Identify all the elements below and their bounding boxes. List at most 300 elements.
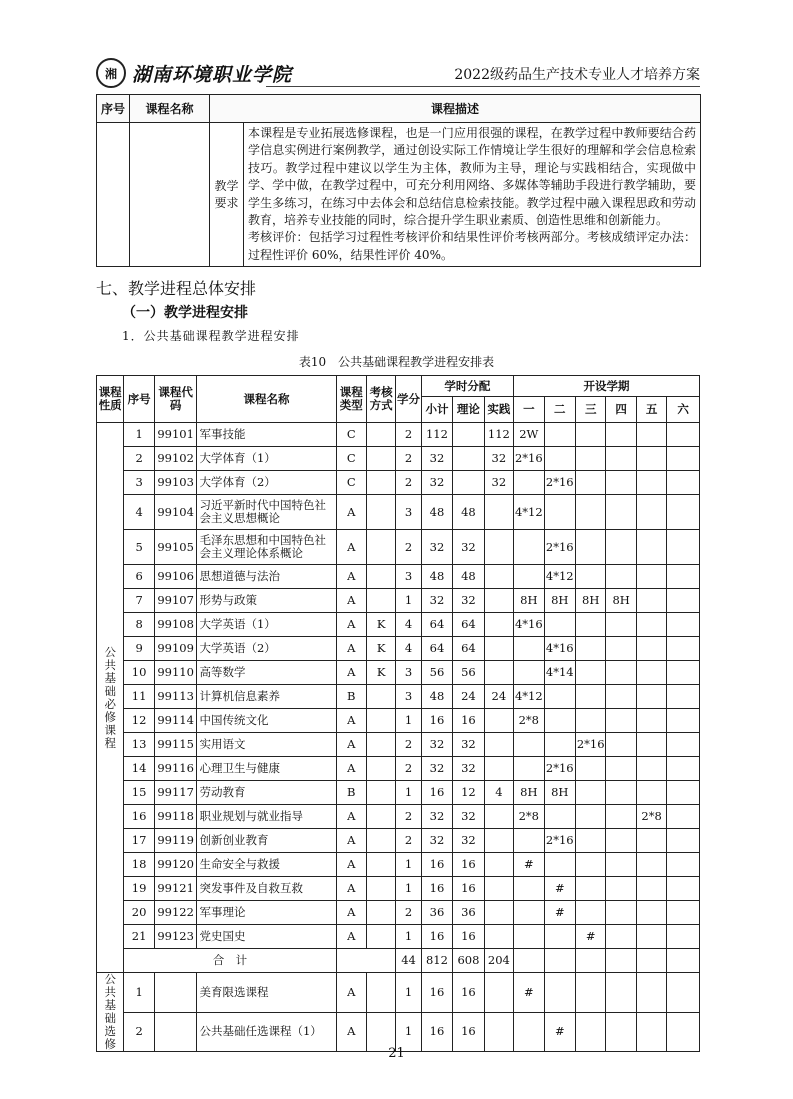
table-row: [97, 781, 700, 805]
col-s1: 一: [514, 397, 544, 423]
cell-theory: 48: [453, 565, 484, 589]
cell-practice: 112: [484, 423, 513, 447]
cell-practice: [484, 733, 513, 757]
cell-semester-5: [636, 613, 666, 637]
cell-exam: [366, 973, 395, 1013]
cell-code: 99123: [154, 925, 197, 949]
cell-credit: 3: [396, 685, 421, 709]
col-exam: 考核方式: [366, 376, 395, 423]
cell-semester-3: [575, 423, 605, 447]
cell-exam: K: [366, 661, 395, 685]
cell-practice: [484, 589, 513, 613]
cell-seq: 15: [124, 781, 154, 805]
cell-type: A: [336, 757, 366, 781]
cell-semester-4: [606, 613, 636, 637]
cell-code: [154, 973, 197, 1013]
cell-name: 实用语文: [197, 733, 336, 757]
cell-semester-1: [514, 877, 544, 901]
cell-total: 16: [421, 709, 452, 733]
cell-credit: 2: [396, 733, 421, 757]
cell-semester-6: [667, 613, 700, 637]
cell-semester-1: 4*16: [514, 613, 544, 637]
cell-seq: 2: [124, 1012, 154, 1052]
cell-code: 99118: [154, 805, 197, 829]
cell-total: 64: [421, 613, 452, 637]
cell-semester-4: [606, 973, 636, 1013]
cell-semester-1: [514, 661, 544, 685]
cell-semester-6: [667, 447, 700, 471]
cell-type: A: [336, 661, 366, 685]
cell-semester-5: [636, 925, 666, 949]
cell-name: 大学体育（2）: [197, 471, 336, 495]
cell-name: 党史国史: [197, 925, 336, 949]
cell-semester-6: [667, 973, 700, 1013]
cell-exam: [366, 709, 395, 733]
page-number: 21: [388, 1046, 405, 1061]
cell-name: 军事技能: [197, 423, 336, 447]
cell-total: 64: [421, 637, 452, 661]
table-row: [97, 901, 700, 925]
cell-semester-6: [667, 530, 700, 565]
cell-semester-5: [636, 661, 666, 685]
cell-semester-1: [514, 637, 544, 661]
cell-semester-1: 4*12: [514, 685, 544, 709]
cell-semester-5: [636, 530, 666, 565]
cell-theory: 56: [453, 661, 484, 685]
cell-semester-5: [636, 709, 666, 733]
schedule-body: [97, 423, 700, 1052]
cell-type: A: [336, 565, 366, 589]
cell-semester-5: [636, 829, 666, 853]
cell-seq: 17: [124, 829, 154, 853]
cell-practice: 32: [484, 447, 513, 471]
cell-semester-1: #: [514, 853, 544, 877]
cell-theory: 36: [453, 901, 484, 925]
school-logo: [96, 58, 296, 88]
cell-practice: [484, 661, 513, 685]
cell-semester-3: 8H: [575, 589, 605, 613]
cell-name: 大学英语（2）: [197, 637, 336, 661]
cell-exam: [366, 685, 395, 709]
cell-practice: 24: [484, 685, 513, 709]
cell-semester-5: [636, 877, 666, 901]
cell-practice: [484, 709, 513, 733]
cell-semester-3: [575, 471, 605, 495]
cell-semester-5: [636, 685, 666, 709]
section-title: 七、教学进程总体安排: [96, 279, 257, 298]
cell-total: 32: [421, 589, 452, 613]
cell-code: 99108: [154, 613, 197, 637]
cell-code: 99117: [154, 781, 197, 805]
cell-semester-1: [514, 733, 544, 757]
cell-theory: [453, 471, 484, 495]
cell-total: 16: [421, 1012, 452, 1052]
cell-code: 99104: [154, 495, 197, 530]
cell-type: A: [336, 709, 366, 733]
cell-type: C: [336, 423, 366, 447]
cell-type: A: [336, 530, 366, 565]
cell-semester-4: [606, 471, 636, 495]
col-name: 课程名称: [197, 376, 336, 423]
table-row: [97, 829, 700, 853]
col-s5: 五: [636, 397, 666, 423]
cell-semester-4: [606, 757, 636, 781]
cell-theory: 16: [453, 709, 484, 733]
cell-semester-4: [606, 805, 636, 829]
cell-credit: 2: [396, 757, 421, 781]
cell-semester-2: [544, 973, 575, 1013]
eval-text: 考核评价：包括学习过程性考核评价和结果性评价考核两部分。考核成绩评定办法：过程性评价 60%，结果性评价 40%。: [248, 230, 697, 262]
cell-total: 56: [421, 661, 452, 685]
cell-exam: K: [366, 637, 395, 661]
cell-semester-4: [606, 877, 636, 901]
cell-semester-2: 4*14: [544, 661, 575, 685]
cell-total: 112: [421, 423, 452, 447]
table-row: [97, 685, 700, 709]
cell-seq: 12: [124, 709, 154, 733]
cell-practice: [484, 829, 513, 853]
cell-seq: 6: [124, 565, 154, 589]
table-row: [97, 589, 700, 613]
table-row: [97, 805, 700, 829]
cell-credit: 2: [396, 447, 421, 471]
table-row: [97, 423, 700, 447]
cell-credit: 1: [396, 589, 421, 613]
cell-practice: [484, 901, 513, 925]
cell-total: 32: [421, 805, 452, 829]
cell-credit: 2: [396, 805, 421, 829]
cell-semester-5: [636, 973, 666, 1013]
cell-practice: [484, 637, 513, 661]
cell-semester-5: [636, 781, 666, 805]
cell-seq: 3: [124, 471, 154, 495]
cell-theory: 16: [453, 973, 484, 1013]
cell-semester-4: [606, 447, 636, 471]
schedule-table: [96, 375, 700, 1052]
col-s3: 三: [575, 397, 605, 423]
cell-total: 32: [421, 530, 452, 565]
cell-semester-4: [606, 709, 636, 733]
table-row: [97, 471, 700, 495]
cell-credit: 2: [396, 901, 421, 925]
cell-exam: [366, 901, 395, 925]
cell-semester-1: [514, 757, 544, 781]
cell-exam: [366, 853, 395, 877]
cell-code: 99101: [154, 423, 197, 447]
cell-semester-3: [575, 637, 605, 661]
cell-theory: 16: [453, 925, 484, 949]
cell-type: C: [336, 447, 366, 471]
col-s2: 二: [544, 397, 575, 423]
col-seq: 序号: [124, 376, 154, 423]
header-divider: [266, 86, 700, 87]
cell-total: 16: [421, 925, 452, 949]
cell-exam: [366, 877, 395, 901]
cell-type: A: [336, 613, 366, 637]
cell-practice: 32: [484, 471, 513, 495]
cell-total: 48: [421, 495, 452, 530]
totals-row: [97, 949, 700, 973]
cell-semester-2: [544, 925, 575, 949]
cell-semester-2: 2*16: [544, 829, 575, 853]
cell-semester-3: [575, 781, 605, 805]
cell-semester-4: [606, 495, 636, 530]
cell-semester-6: [667, 733, 700, 757]
cell-theory: 16: [453, 1012, 484, 1052]
cell-theory: 32: [453, 757, 484, 781]
cell-semester-2: 8H: [544, 781, 575, 805]
cell-semester-6: [667, 829, 700, 853]
cell-semester-4: [606, 853, 636, 877]
cell-name: 创新创业教育: [197, 829, 336, 853]
cell-theory: 32: [453, 589, 484, 613]
cell-semester-3: 2*16: [575, 733, 605, 757]
cell-seq: 1: [124, 423, 154, 447]
cell-type: A: [336, 853, 366, 877]
cell-semester-3: [575, 805, 605, 829]
cell-total: 32: [421, 829, 452, 853]
cell-theory: 16: [453, 853, 484, 877]
cell-semester-4: [606, 565, 636, 589]
cell-semester-4: [606, 829, 636, 853]
cell-name: 毛泽东思想和中国特色社会主义理论体系概论: [197, 530, 336, 565]
cell-semester-3: [575, 829, 605, 853]
cell-semester-2: [544, 447, 575, 471]
cell-semester-2: #: [544, 901, 575, 925]
table-row: [97, 495, 700, 530]
cell-type: B: [336, 781, 366, 805]
table-row: [97, 565, 700, 589]
totals-practice: 204: [484, 949, 513, 973]
cell-name: 思想道德与法治: [197, 565, 336, 589]
cell-semester-5: [636, 589, 666, 613]
cell-practice: [484, 925, 513, 949]
cell-semester-4: [606, 637, 636, 661]
cell-semester-3: [575, 757, 605, 781]
cell-semester-3: [575, 853, 605, 877]
cell-semester-1: 2*8: [514, 709, 544, 733]
cell-semester-2: 2*16: [544, 471, 575, 495]
cell-credit: 1: [396, 853, 421, 877]
col-type: 课程类型: [336, 376, 366, 423]
cell-code: 99102: [154, 447, 197, 471]
cell-semester-3: [575, 901, 605, 925]
cell-code: 99109: [154, 637, 197, 661]
cell-practice: [484, 757, 513, 781]
cell-theory: 24: [453, 685, 484, 709]
table-row: [97, 637, 700, 661]
cell-semester-5: 2*8: [636, 805, 666, 829]
table-row: [97, 757, 700, 781]
cell-semester-2: #: [544, 1012, 575, 1052]
table-row: [97, 877, 700, 901]
table-header-row: [97, 95, 701, 123]
cell-credit: 1: [396, 877, 421, 901]
cell-practice: [484, 805, 513, 829]
cell-name: 高等数学: [197, 661, 336, 685]
cell-semester-3: [575, 447, 605, 471]
cell-total: 16: [421, 877, 452, 901]
cell-credit: 2: [396, 423, 421, 447]
cell-semester-5: [636, 471, 666, 495]
cell-semester-1: 2*16: [514, 447, 544, 471]
cell-semester-2: [544, 495, 575, 530]
cell-total: 32: [421, 471, 452, 495]
cell-seq: 13: [124, 733, 154, 757]
course-description-table: [96, 94, 701, 267]
cell-theory: 64: [453, 637, 484, 661]
cell-theory: [453, 423, 484, 447]
teaching-req-label: 教学要求: [210, 123, 244, 267]
cell-name: 大学体育（1）: [197, 447, 336, 471]
cell-type: A: [336, 973, 366, 1013]
desc-cell: [244, 123, 701, 267]
cell-name: 生命安全与救援: [197, 853, 336, 877]
cell-name: 突发事件及自救互救: [197, 877, 336, 901]
cell-exam: [366, 757, 395, 781]
cell-credit: 2: [396, 829, 421, 853]
cell-semester-3: [575, 973, 605, 1013]
col-s6: 六: [667, 397, 700, 423]
cell-semester-2: 4*12: [544, 565, 575, 589]
cell-semester-6: [667, 805, 700, 829]
logo-text: 湖南环境职业学院: [132, 63, 293, 86]
cell-semester-5: [636, 495, 666, 530]
cell-seq: 11: [124, 685, 154, 709]
cell-seq: 2: [124, 447, 154, 471]
cell-name: 习近平新时代中国特色社会主义思想概论: [197, 495, 336, 530]
cell-semester-2: [544, 423, 575, 447]
cell-exam: [366, 565, 395, 589]
cell-code: 99121: [154, 877, 197, 901]
cell-name: 美育限选课程: [197, 973, 336, 1013]
cell-semester-1: [514, 925, 544, 949]
col-practice: 实践: [484, 397, 513, 423]
cell-semester-1: [514, 471, 544, 495]
cell-theory: 32: [453, 829, 484, 853]
cell-semester-3: [575, 495, 605, 530]
cell-semester-6: [667, 495, 700, 530]
cell-practice: [484, 495, 513, 530]
cell-practice: [484, 877, 513, 901]
cell-code: 99122: [154, 901, 197, 925]
totals-credit: 44: [396, 949, 421, 973]
section-subsubtitle: 1．公共基础课程教学进程安排: [122, 329, 300, 343]
schedule-header-row-1: [97, 376, 700, 397]
cell-total: 32: [421, 447, 452, 471]
cell-semester-3: [575, 530, 605, 565]
cell-code: 99105: [154, 530, 197, 565]
cell-semester-6: [667, 685, 700, 709]
table-row: [97, 661, 700, 685]
cell-semester-1: #: [514, 973, 544, 1013]
cell-semester-6: [667, 877, 700, 901]
cell-credit: 3: [396, 565, 421, 589]
cell-semester-2: [544, 805, 575, 829]
cell-semester-5: [636, 423, 666, 447]
cell-credit: 1: [396, 1012, 421, 1052]
cell-code: 99116: [154, 757, 197, 781]
cell-total: 48: [421, 685, 452, 709]
cell-semester-5: [636, 733, 666, 757]
cell-code: 99106: [154, 565, 197, 589]
table-row: [97, 709, 700, 733]
cell-name: 军事理论: [197, 901, 336, 925]
cell-type: A: [336, 925, 366, 949]
cell-name: 心理卫生与健康: [197, 757, 336, 781]
document-title: 2022级药品生产技术专业人才培养方案: [454, 67, 700, 83]
cell-semester-3: [575, 877, 605, 901]
cell-exam: [366, 423, 395, 447]
cell-type: A: [336, 1012, 366, 1052]
cell-seq: 19: [124, 877, 154, 901]
cell-credit: 4: [396, 613, 421, 637]
cell-type: A: [336, 589, 366, 613]
cell-seq: 9: [124, 637, 154, 661]
cell-total: 16: [421, 973, 452, 1013]
cell-semester-4: [606, 661, 636, 685]
cell-exam: [366, 829, 395, 853]
cell-exam: [366, 447, 395, 471]
cell-semester-1: 4*12: [514, 495, 544, 530]
cell-type: A: [336, 829, 366, 853]
cell-theory: 64: [453, 613, 484, 637]
cell-practice: [484, 973, 513, 1013]
cell-credit: 1: [396, 781, 421, 805]
cell-practice: 4: [484, 781, 513, 805]
cell-total: 16: [421, 781, 452, 805]
cell-exam: [366, 530, 395, 565]
cell-semester-2: 4*16: [544, 637, 575, 661]
cell-semester-1: [514, 901, 544, 925]
cell-practice: [484, 613, 513, 637]
cell-name: 职业规划与就业指导: [197, 805, 336, 829]
cell-seq: 16: [124, 805, 154, 829]
cell-exam: [366, 733, 395, 757]
cell-name: 公共基础任选课程（1）: [197, 1012, 336, 1052]
cell-semester-1: 8H: [514, 589, 544, 613]
table-caption: 表10 公共基础课程教学进程安排表: [298, 355, 495, 369]
cell-semester-2: 2*16: [544, 757, 575, 781]
cell-total: 32: [421, 757, 452, 781]
col-nature: 课程性质: [97, 376, 124, 423]
col-semester: 开设学期: [514, 376, 700, 397]
col-seq: 序号: [97, 95, 130, 123]
cell-exam: K: [366, 613, 395, 637]
table-row: [97, 123, 701, 267]
cell-name: 大学英语（1）: [197, 613, 336, 637]
cell-credit: 1: [396, 925, 421, 949]
cell-semester-5: [636, 853, 666, 877]
cell-exam: [366, 925, 395, 949]
cell-total: 32: [421, 733, 452, 757]
cell-credit: 1: [396, 709, 421, 733]
group-elective-label: 公共基础选修: [97, 973, 124, 1052]
cell-semester-3: #: [575, 925, 605, 949]
table-row: [97, 925, 700, 949]
cell-semester-3: [575, 565, 605, 589]
cell-credit: 3: [396, 495, 421, 530]
cell-semester-1: [514, 530, 544, 565]
col-theory: 理论: [453, 397, 484, 423]
cell-semester-2: 2*16: [544, 530, 575, 565]
cell-credit: 1: [396, 973, 421, 1013]
cell-theory: 12: [453, 781, 484, 805]
col-credit: 学分: [396, 376, 421, 423]
cell-semester-6: [667, 423, 700, 447]
logo-seal-icon: 湘: [96, 58, 126, 88]
cell-exam: [366, 471, 395, 495]
